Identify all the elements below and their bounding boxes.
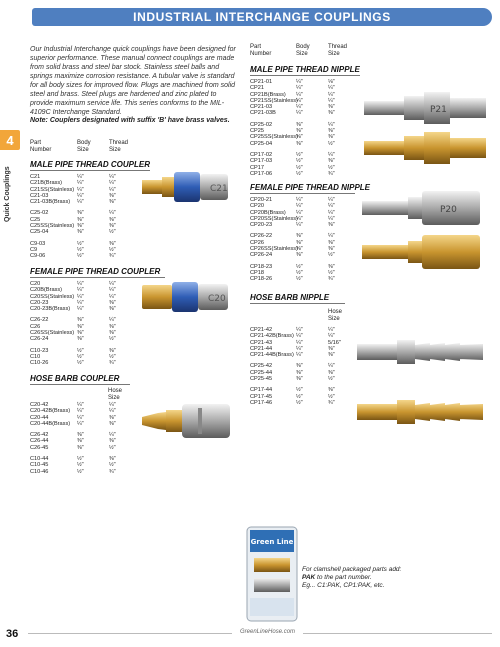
body-size: ⅜" bbox=[77, 432, 84, 439]
part-number: C20B(Brass) bbox=[30, 287, 63, 294]
table-row bbox=[30, 445, 140, 451]
part-number: CP18 bbox=[250, 269, 264, 276]
table-row bbox=[250, 252, 360, 258]
body-size: ¼" bbox=[296, 209, 303, 216]
body-size: ⅜" bbox=[296, 233, 303, 240]
part-number: CP26-22 bbox=[250, 233, 273, 240]
col-number: Number bbox=[30, 147, 52, 153]
table-row bbox=[250, 222, 360, 228]
part-number: C21B(Brass) bbox=[30, 180, 63, 187]
intro-paragraph: Our Industrial Interchange quick couplings have been designed for superior performance. These manual connect couplings are made from solid brass and steel bar stock. Stainless steel balls and springs maximize corrosion resistance. A tubular valve is standard for all body sizes for improved flow. Plugs are machined from solid steel and brass. Steel plugs are hardened and zinc plated to provide maximum service life. This series conforms to the MIL-4109C Interchange Standard. bbox=[30, 46, 236, 116]
thread-size: ¼" bbox=[109, 281, 116, 287]
body-size: ⅜" bbox=[296, 369, 303, 376]
table-row bbox=[30, 229, 140, 235]
thread-size: ⅜" bbox=[109, 240, 116, 247]
part-number: C21 bbox=[30, 174, 41, 180]
body-size: ⅜" bbox=[77, 210, 84, 217]
thread-size: ½" bbox=[109, 444, 116, 451]
part-number: C9-06 bbox=[30, 253, 46, 260]
thread-size: ⅜" bbox=[109, 438, 116, 445]
section-title-male-nipple: MALE PIPE THREAD NIPPLE bbox=[250, 65, 360, 74]
table-row bbox=[30, 199, 140, 205]
body-size: ½" bbox=[77, 253, 84, 260]
part-number: CP20 bbox=[250, 203, 264, 210]
hose-barb-nipple-brass-image bbox=[355, 393, 490, 431]
part-number: CP20-23 bbox=[250, 222, 273, 229]
thread-size: ⅜" bbox=[109, 420, 116, 427]
part-number: C21-03B(Brass) bbox=[30, 199, 71, 206]
body-size: ⅜" bbox=[296, 128, 303, 135]
thread-size: ¼" bbox=[109, 432, 116, 439]
thread-size: ¼" bbox=[328, 203, 335, 210]
thread-size: ¼" bbox=[109, 287, 116, 294]
thread-size: ¼" bbox=[328, 233, 335, 240]
thread-size: ⅜" bbox=[109, 223, 116, 230]
thread-size: ⅜" bbox=[109, 456, 116, 463]
female-nipple-steel-image bbox=[360, 188, 490, 228]
part-number: C26SS(Stainless) bbox=[30, 330, 75, 337]
table-row bbox=[250, 110, 360, 116]
body-size: ¼" bbox=[77, 420, 84, 427]
body-size: ½" bbox=[77, 456, 84, 463]
page-number: 36 bbox=[6, 628, 19, 640]
thread-size: ¼" bbox=[328, 327, 335, 333]
part-number: CP21-44B(Brass) bbox=[250, 352, 294, 359]
section-title-hose-barb-nipple: HOSE BARB NIPPLE bbox=[250, 293, 330, 302]
thread-size: ⅜" bbox=[328, 352, 335, 359]
body-size: ¼" bbox=[77, 192, 84, 199]
body-size: ¼" bbox=[77, 293, 84, 300]
thread-size: ⅜" bbox=[328, 222, 335, 229]
thread-size: ½" bbox=[328, 252, 335, 259]
part-number: C25SS(Stainless) bbox=[30, 223, 75, 230]
body-size: ⅜" bbox=[77, 229, 84, 236]
male-nipple-steel-image bbox=[362, 88, 490, 128]
part-number: C20-42B(Brass) bbox=[30, 408, 71, 415]
part-number: C21-03 bbox=[30, 192, 49, 199]
thread-size: ¼" bbox=[109, 186, 116, 193]
body-size: ⅜" bbox=[296, 252, 303, 259]
page-title: INDUSTRIAL INTERCHANGE COUPLINGS bbox=[133, 10, 391, 24]
body-size: ½" bbox=[77, 360, 84, 367]
part-number: CP17-46 bbox=[250, 399, 273, 406]
hose-size-header bbox=[328, 309, 358, 323]
thread-size: ⅜" bbox=[328, 369, 335, 376]
thread-size: ¼" bbox=[109, 408, 116, 415]
part-number: CP21SS(Stainless) bbox=[250, 97, 298, 104]
section-title-male-coupler: MALE PIPE THREAD COUPLER bbox=[30, 160, 151, 169]
part-number: CP18-23 bbox=[250, 263, 273, 270]
thread-size: ⅜" bbox=[109, 216, 116, 223]
chapter-label: Quick Couplings bbox=[4, 166, 11, 222]
part-number: CP17-44 bbox=[250, 387, 273, 394]
body-size: ¼" bbox=[296, 327, 303, 333]
part-number: CP21-44 bbox=[250, 345, 273, 352]
thread-size: ½" bbox=[109, 229, 116, 236]
pak-line2 bbox=[302, 574, 492, 582]
part-number: CP21-01 bbox=[250, 79, 273, 85]
part-number: C20-44 bbox=[30, 414, 49, 421]
thread-size: ¾" bbox=[109, 360, 116, 367]
thread-size: ⅛" bbox=[328, 79, 335, 85]
thread-size: ⅜" bbox=[328, 158, 335, 165]
body-size: ⅜" bbox=[77, 336, 84, 343]
part-number: CP21-42 bbox=[250, 327, 273, 333]
body-size: ⅜" bbox=[77, 438, 84, 445]
body-size: ½" bbox=[77, 468, 84, 475]
body-size: ¼" bbox=[77, 287, 84, 294]
part-number: C10-45 bbox=[30, 462, 49, 469]
part-number: CP25-02 bbox=[250, 121, 273, 128]
col-thread-size: Size bbox=[109, 147, 121, 153]
body-size: ¼" bbox=[296, 79, 303, 85]
thread-size: ⅜" bbox=[109, 199, 116, 206]
body-size: ¼" bbox=[296, 110, 303, 117]
male-coupler-image bbox=[140, 168, 235, 206]
thread-size: ¼" bbox=[328, 209, 335, 216]
part-number: C10 bbox=[30, 353, 41, 360]
part-number: CP21-42B(Brass) bbox=[250, 333, 294, 340]
body-size: ¼" bbox=[296, 339, 303, 346]
body-size: ¼" bbox=[296, 203, 303, 210]
col-thread: Thread bbox=[328, 44, 348, 50]
body-size: ½" bbox=[296, 393, 303, 400]
part-number: CP21B(Brass) bbox=[250, 91, 286, 98]
thread-size: ¼" bbox=[109, 293, 116, 300]
part-number: C20SS(Stainless) bbox=[30, 293, 75, 300]
thread-size: ¾" bbox=[109, 253, 116, 260]
part-number: CP25-44 bbox=[250, 369, 273, 376]
pak-line3: Eg... C1:PAK, CP1:PAK, etc. bbox=[302, 582, 385, 589]
page-title-banner bbox=[32, 8, 492, 26]
thread-size: ½" bbox=[328, 140, 335, 147]
part-number: C10-46 bbox=[30, 468, 49, 475]
thread-size: ⅜" bbox=[109, 306, 116, 313]
part-number: CP17-06 bbox=[250, 170, 273, 177]
part-number: C26-45 bbox=[30, 444, 49, 451]
body-size: ¼" bbox=[77, 299, 84, 306]
table-row bbox=[30, 469, 140, 475]
body-size: ⅜" bbox=[296, 140, 303, 147]
part-number: CP17-45 bbox=[250, 393, 273, 400]
body-size: ¼" bbox=[296, 97, 303, 104]
section-title-hose-barb-coupler: HOSE BARB COUPLER bbox=[30, 374, 120, 383]
body-size: ¼" bbox=[77, 180, 84, 187]
body-size: ⅜" bbox=[77, 444, 84, 451]
col-body: Body bbox=[296, 44, 310, 50]
body-size: ¼" bbox=[77, 199, 84, 206]
body-size: ⅜" bbox=[77, 330, 84, 337]
body-size: ½" bbox=[296, 263, 303, 270]
part-number: CP25 bbox=[250, 128, 264, 135]
part-number: C26-24 bbox=[30, 336, 49, 343]
clamshell-package-image bbox=[246, 526, 298, 622]
thread-size: ½" bbox=[328, 164, 335, 171]
body-size: ⅜" bbox=[296, 246, 303, 253]
section-rule bbox=[250, 75, 360, 76]
part-number: CP25-45 bbox=[250, 376, 273, 383]
hose-barb-nipple-steel-image bbox=[355, 333, 490, 371]
spec-table-hose-barb-nipple bbox=[250, 327, 360, 406]
table-row bbox=[30, 336, 140, 342]
thread-size: ¼" bbox=[109, 180, 116, 187]
thread-size: ⅜" bbox=[328, 387, 335, 394]
part-number: CP25-42 bbox=[250, 363, 273, 370]
thread-size: ⅜" bbox=[109, 347, 116, 354]
thread-size: 5/16" bbox=[328, 339, 341, 346]
thread-size: ¼" bbox=[109, 174, 116, 180]
brass-valve-note: Note: Couplers designated with suffix 'B' have brass valves. bbox=[30, 117, 230, 124]
part-number: CP21-03 bbox=[250, 104, 273, 111]
svg-text:C21: C21 bbox=[210, 184, 228, 194]
thread-size: ¼" bbox=[328, 121, 335, 128]
col-hose-size: Size bbox=[328, 316, 340, 322]
part-number: CP21-03B bbox=[250, 110, 276, 117]
col-body: Body bbox=[77, 140, 91, 146]
part-number: C9-03 bbox=[30, 240, 46, 247]
part-number: CP21-43 bbox=[250, 339, 273, 346]
body-size: ¼" bbox=[296, 104, 303, 111]
body-size: ⅜" bbox=[296, 239, 303, 246]
thread-size: ⅜" bbox=[328, 345, 335, 352]
body-size: ½" bbox=[296, 164, 303, 171]
svg-text:C20: C20 bbox=[208, 294, 226, 304]
thread-size: ⅜" bbox=[328, 239, 335, 246]
part-number: C9 bbox=[30, 246, 38, 253]
col-number: Number bbox=[250, 51, 272, 57]
pak-line1: For clamshell packaged parts add: bbox=[302, 566, 402, 573]
body-size: ¼" bbox=[296, 197, 303, 203]
part-number: C21SS(Stainless) bbox=[30, 186, 75, 193]
male-nipple-brass-image bbox=[362, 128, 490, 168]
section-title-female-nipple: FEMALE PIPE THREAD NIPPLE bbox=[250, 183, 371, 192]
body-size: ¼" bbox=[77, 174, 84, 180]
table-row bbox=[250, 276, 360, 282]
body-size: ¼" bbox=[77, 414, 84, 421]
body-size: ½" bbox=[77, 462, 84, 469]
part-number: CP25SS(Stainless) bbox=[250, 134, 298, 141]
body-size: ¼" bbox=[296, 345, 303, 352]
col-body-size: Size bbox=[77, 147, 89, 153]
svg-text:P21: P21 bbox=[430, 105, 447, 115]
part-number: CP20-21 bbox=[250, 197, 273, 203]
thread-size: ¾" bbox=[328, 170, 335, 177]
table-row bbox=[30, 421, 140, 427]
body-size: ½" bbox=[77, 240, 84, 247]
section-rule bbox=[250, 303, 345, 304]
col-body-size: Size bbox=[296, 51, 308, 57]
body-size: ½" bbox=[77, 246, 84, 253]
part-number: CP20SS(Stainless) bbox=[250, 215, 298, 222]
body-size: ⅜" bbox=[77, 323, 84, 330]
thread-size: ¼" bbox=[328, 151, 335, 158]
body-size: ½" bbox=[296, 158, 303, 165]
section-rule bbox=[30, 384, 130, 385]
part-number: CP25-04 bbox=[250, 140, 273, 147]
spec-table-hose-barb-coupler bbox=[30, 402, 140, 475]
part-number: C20 bbox=[30, 281, 41, 287]
part-number: C26-22 bbox=[30, 317, 49, 324]
table-row bbox=[250, 352, 360, 358]
col-hose: Hose bbox=[328, 309, 343, 315]
body-size: ¼" bbox=[296, 215, 303, 222]
pak-line2-text: to the part number. bbox=[315, 574, 372, 581]
thread-size: ½" bbox=[328, 269, 335, 276]
body-size: ½" bbox=[296, 399, 303, 406]
left-column-header bbox=[30, 140, 140, 154]
thread-size: ⅜" bbox=[328, 104, 335, 111]
part-number: C20-23 bbox=[30, 299, 49, 306]
part-number: C26 bbox=[30, 323, 41, 330]
part-number: CP17-03 bbox=[250, 158, 273, 165]
body-size: ¼" bbox=[77, 186, 84, 193]
part-number: C20-44B(Brass) bbox=[30, 420, 71, 427]
body-size: ¼" bbox=[77, 281, 84, 287]
thread-size: ¼" bbox=[328, 215, 335, 222]
table-row bbox=[30, 360, 140, 366]
table-row bbox=[30, 306, 140, 312]
part-number: CP17-02 bbox=[250, 151, 273, 158]
col-hose: Hose bbox=[108, 388, 123, 394]
part-number: C25 bbox=[30, 216, 41, 223]
hose-barb-coupler-image bbox=[140, 400, 240, 442]
part-number: C10-44 bbox=[30, 456, 49, 463]
thread-size: ½" bbox=[109, 246, 116, 253]
part-number: CP26-24 bbox=[250, 252, 273, 259]
spec-table-male-nipple bbox=[250, 79, 360, 177]
thread-size: ¾" bbox=[109, 468, 116, 475]
thread-size: ⅜" bbox=[328, 134, 335, 141]
thread-size: ¼" bbox=[109, 402, 116, 408]
col-part: Part bbox=[30, 140, 42, 146]
thread-size: ½" bbox=[328, 376, 335, 383]
chapter-number: 4 bbox=[6, 132, 14, 148]
thread-size: ⅜" bbox=[328, 246, 335, 253]
thread-size: ⅜" bbox=[109, 414, 116, 421]
thread-size: ¼" bbox=[328, 91, 335, 98]
col-thread-size: Size bbox=[328, 51, 340, 57]
body-size: ¼" bbox=[296, 352, 303, 359]
table-row bbox=[30, 253, 140, 259]
thread-size: ⅜" bbox=[328, 263, 335, 270]
thread-size: ¼" bbox=[328, 333, 335, 340]
part-number: CP18-26 bbox=[250, 276, 273, 283]
col-hose-size: Size bbox=[108, 395, 120, 401]
package-logo: Green Line bbox=[250, 538, 294, 546]
part-number: C26-44 bbox=[30, 438, 49, 445]
col-thread: Thread bbox=[109, 140, 129, 146]
thread-size: ¼" bbox=[328, 197, 335, 203]
svg-text:P20: P20 bbox=[440, 205, 457, 215]
part-number: CP21 bbox=[250, 85, 264, 92]
body-size: ¼" bbox=[296, 85, 303, 92]
thread-size: ¼" bbox=[109, 210, 116, 217]
body-size: ¼" bbox=[77, 408, 84, 415]
pak-instructions bbox=[302, 566, 492, 590]
thread-size: ½" bbox=[109, 462, 116, 469]
thread-size: ⅜" bbox=[109, 299, 116, 306]
table-row bbox=[250, 171, 360, 177]
body-size: ¼" bbox=[77, 306, 84, 313]
part-number: C10-26 bbox=[30, 360, 49, 367]
body-size: ¼" bbox=[296, 333, 303, 340]
body-size: ⅜" bbox=[296, 376, 303, 383]
part-number: CP17 bbox=[250, 164, 264, 171]
right-column-header bbox=[250, 44, 360, 58]
section-rule bbox=[250, 193, 355, 194]
body-size: ¼" bbox=[296, 222, 303, 229]
body-size: ½" bbox=[296, 170, 303, 177]
part-number: C10-23 bbox=[30, 347, 49, 354]
female-coupler-image bbox=[140, 278, 235, 316]
body-size: ½" bbox=[77, 353, 84, 360]
col-part: Part bbox=[250, 44, 262, 50]
female-nipple-brass-image bbox=[360, 232, 490, 272]
section-rule bbox=[30, 170, 150, 171]
body-size: ⅜" bbox=[296, 121, 303, 128]
thread-size: ⅜" bbox=[109, 330, 116, 337]
body-size: ½" bbox=[77, 347, 84, 354]
table-row bbox=[250, 141, 360, 147]
part-number: C20-23B(Brass) bbox=[30, 306, 71, 313]
body-size: ½" bbox=[296, 269, 303, 276]
thread-size: ½" bbox=[109, 336, 116, 343]
body-size: ⅜" bbox=[77, 317, 84, 324]
thread-size: ⅜" bbox=[109, 192, 116, 199]
thread-size: ⅜" bbox=[328, 128, 335, 135]
part-number: CP20B(Brass) bbox=[250, 209, 286, 216]
thread-size: ½" bbox=[109, 353, 116, 360]
thread-size: ¼" bbox=[328, 97, 335, 104]
body-size: ½" bbox=[296, 276, 303, 283]
body-size: ¼" bbox=[296, 91, 303, 98]
body-size: ⅜" bbox=[296, 363, 303, 370]
chapter-tab bbox=[0, 130, 20, 150]
thread-size: ¾" bbox=[328, 399, 335, 406]
section-title-female-coupler: FEMALE PIPE THREAD COUPLER bbox=[30, 267, 161, 276]
footer-url: GreenLineHose.com bbox=[232, 629, 303, 635]
table-row bbox=[250, 376, 360, 382]
part-number: CP26SS(Stainless) bbox=[250, 246, 298, 253]
part-number: C25-04 bbox=[30, 229, 49, 236]
body-size: ½" bbox=[296, 387, 303, 394]
thread-size: ¼" bbox=[328, 85, 335, 92]
thread-size: ⅜" bbox=[109, 323, 116, 330]
spec-table-female-coupler bbox=[30, 281, 140, 367]
pak-code: PAK bbox=[302, 574, 316, 581]
part-number: CP26 bbox=[250, 239, 264, 246]
spec-table-female-nipple bbox=[250, 197, 360, 283]
thread-size: ¾" bbox=[328, 276, 335, 283]
part-number: C20-42 bbox=[30, 402, 49, 408]
body-size: ⅜" bbox=[77, 223, 84, 230]
table-row bbox=[250, 400, 360, 406]
part-number: C26-42 bbox=[30, 432, 49, 439]
body-size: ⅜" bbox=[77, 216, 84, 223]
hose-size-header bbox=[108, 388, 138, 402]
thread-size: ¼" bbox=[109, 317, 116, 324]
spec-table-male-coupler bbox=[30, 174, 140, 260]
part-number: C25-02 bbox=[30, 210, 49, 217]
thread-size: ½" bbox=[328, 393, 335, 400]
thread-size: ¼" bbox=[328, 363, 335, 370]
body-size: ½" bbox=[296, 151, 303, 158]
body-size: ¼" bbox=[77, 402, 84, 408]
body-size: ⅜" bbox=[296, 134, 303, 141]
thread-size: ⅜" bbox=[328, 110, 335, 117]
